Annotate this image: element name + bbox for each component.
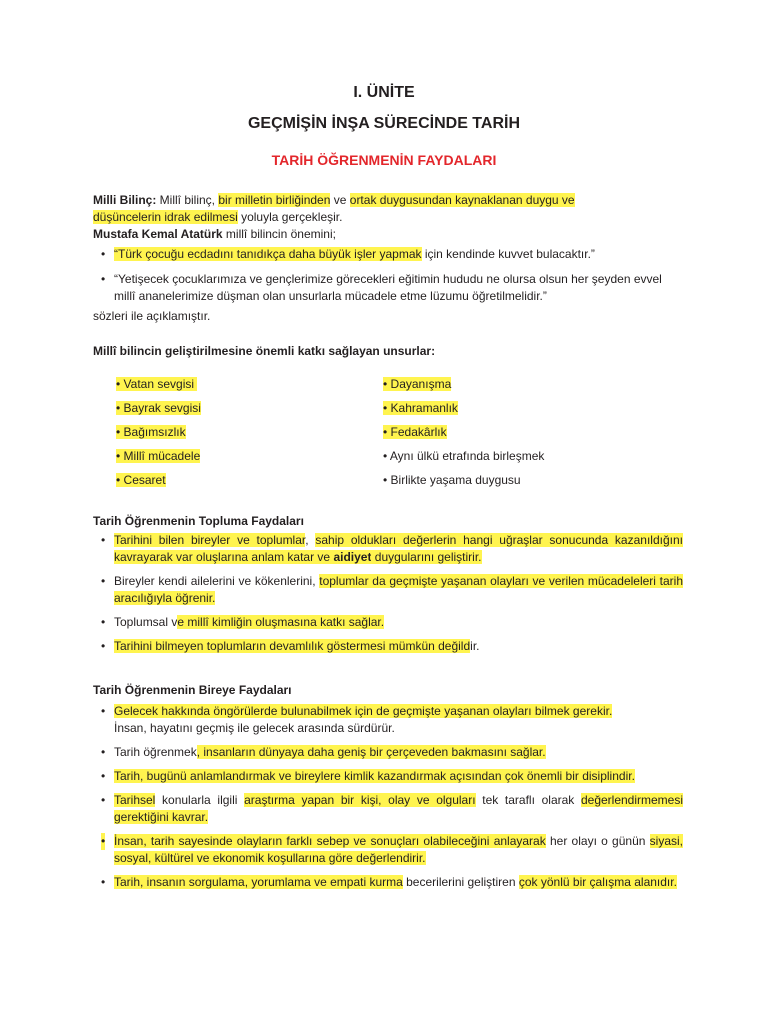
- list-item: • Kahramanlık: [383, 401, 458, 415]
- bullet-icon: •: [101, 745, 106, 759]
- unsurlar-heading: Millî bilincin geliştirilmesine önemli katkı sağlayan unsurlar:: [93, 344, 436, 358]
- list-item: • Millî mücadele: [116, 449, 201, 463]
- list-item: • Vatan sevgisi: [116, 376, 197, 393]
- list-item: • Tarih öğrenmek, insanların dünyaya daha geniş bir çerçeveden bakmasını sağlar.: [101, 745, 546, 759]
- list-item: • Tarihini bilmeyen toplumların devamlılık göstermesi mümkün değildir.: [101, 639, 480, 653]
- bullet-icon: •: [101, 769, 106, 783]
- quote-list: [101, 246, 683, 305]
- milli-highlight: bir milletin birliğinden: [218, 193, 331, 207]
- topluma-heading: Tarih Öğrenmenin Topluma Faydaları: [93, 514, 304, 528]
- bullet-icon: •: [101, 704, 106, 718]
- bullet-icon: •: [101, 615, 106, 629]
- bullet-icon: •: [101, 574, 106, 588]
- milli-text: yoluyla gerçekleşir.: [237, 210, 343, 224]
- quote-text: “Yetişecek çocuklarımıza ve gençlerimize görecekleri eğitimin hududu ne olursa olsun her şeyden evvel millî ananelerimize düşman olan unsurlarla mücadele etme lüzumu öğretilmelidir.”: [114, 272, 662, 303]
- list-item: • Tarihini bilen bireyler ve toplumlar, sahip oldukları değerlerin hangi uğraşlar sonucunda kazanıldığını kavrayarak var oluşlarına anlam katar ve aidiyet duygularını geliştirir.: [101, 533, 683, 564]
- list-item: • Birlikte yaşama duygusu: [383, 473, 521, 487]
- milli-text: Millî bilinç,: [156, 193, 219, 207]
- list-item: • Fedakârlık: [383, 425, 447, 439]
- list-item: • Tarihsel konularla ilgili araştırma yapan bir kişi, olay ve olguları tek taraflı olarak değerlendirmemesi gerektiğini kavrar.: [101, 793, 684, 824]
- list-item: [101, 246, 683, 263]
- list-item: • Bağımsızlık: [116, 425, 186, 439]
- ataturk-text: millî bilincin önemini;: [222, 227, 336, 241]
- bullet-icon: •: [101, 272, 106, 286]
- milli-highlight: ortak duygusundan kaynaklanan duygu ve: [349, 193, 575, 207]
- bullet-icon: •: [101, 834, 106, 848]
- list-item: • Gelecek hakkında öngörülerde bulunabilmek için de geçmişte yaşanan olayları bilmek gerekir. İnsan, hayatını geçmiş ile gelecek arasında sürdürür.: [101, 704, 613, 735]
- bullet-icon: •: [101, 533, 106, 547]
- page-title: GEÇMİŞİN İNŞA SÜRECİNDE TARİH: [247, 115, 520, 132]
- list-item: [101, 271, 683, 305]
- section-subtitle: TARİH ÖĞRENMENİN FAYDALARI: [271, 152, 497, 168]
- milli-highlight: düşüncelerin idrak edilmesi: [93, 210, 238, 224]
- ataturk-label: Mustafa Kemal Atatürk: [93, 227, 223, 241]
- bullet-icon: •: [101, 875, 106, 889]
- closing-text: sözleri ile açıklamıştır.: [93, 309, 211, 323]
- bireye-list: [101, 703, 683, 891]
- bireye-heading: Tarih Öğrenmenin Bireye Faydaları: [93, 683, 292, 697]
- list-item: • Dayanışma: [383, 377, 452, 391]
- list-item: • Toplumsal ve millî kimliğin oluşmasına katkı sağlar.: [101, 615, 385, 629]
- bullet-icon: •: [101, 639, 106, 653]
- list-item: • Cesaret: [116, 473, 166, 487]
- quote-highlight: “Türk çocuğu ecdadını tanıdıkça daha büyük işler yapmak: [114, 247, 422, 261]
- list-item: • İnsan, tarih sayesinde olayların farklı sebep ve sonuçları olabileceğini anlayarak her olayı o günün siyasi, sosyal, kültürel ve ekonomik koşullarına göre değerlendirir.: [101, 834, 684, 865]
- list-item: • Bayrak sevgisi: [116, 401, 201, 415]
- milli-text: ve: [330, 193, 350, 207]
- list-item: • Tarih, bugünü anlamlandırmak ve bireylere kimlik kazandırmak açısından çok önemli bir disiplindir.: [101, 769, 635, 783]
- topluma-list: [101, 532, 683, 655]
- list-item: • Aynı ülkü etrafında birleşmek: [383, 449, 545, 463]
- list-item: • Tarih, insanın sorgulama, yorumlama ve empati kurma becerilerini geliştiren çok yönlü bir çalışma alanıdır.: [101, 875, 677, 889]
- unit-title: I. ÜNİTE: [353, 84, 415, 101]
- milli-bilinc-paragraph: [93, 192, 683, 243]
- bullet-icon: •: [101, 247, 106, 261]
- list-item: • Bireyler kendi ailelerini ve kökenlerini, toplumlar da geçmişte yaşanan olayları ve verilen mücadeleleri tarih aracılığıyla öğrenir.: [101, 574, 683, 605]
- bullet-icon: •: [101, 793, 106, 807]
- milli-bilinc-label: Milli Bilinç:: [93, 193, 157, 207]
- quote-text: için kendinde kuvvet bulacaktır.”: [421, 247, 595, 261]
